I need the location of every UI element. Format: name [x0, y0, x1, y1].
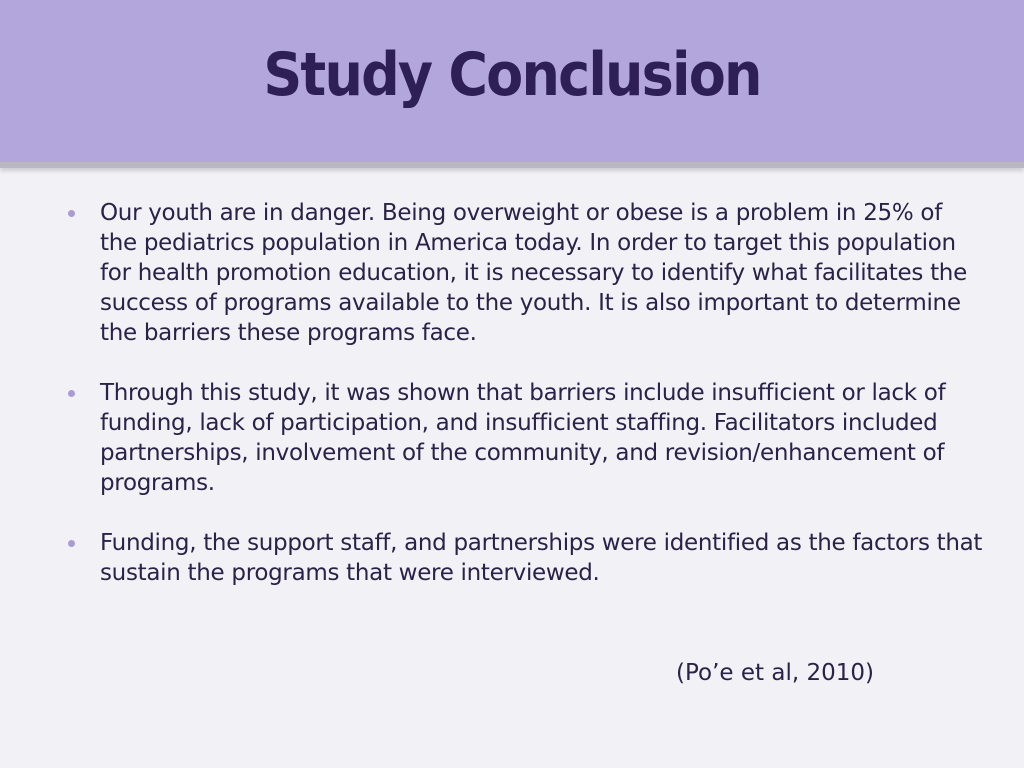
bullet-list [64, 198, 984, 618]
bullet-dot-icon [68, 210, 75, 217]
bullet-item [64, 378, 984, 498]
citation: (Po’e et al, 2010) [676, 660, 874, 686]
title-banner [0, 0, 1024, 168]
bullet-text: Through this study, it was shown that barriers include insufficient or lack of funding, lack of participation, and insufficient staffing. Facilitators included partnerships, involvement of the community, and revision/enhancement of programs. [100, 380, 946, 496]
slide-title: Study Conclusion [263, 40, 761, 110]
bullet-dot-icon [68, 390, 75, 397]
bullet-item [64, 198, 984, 348]
bullet-item [64, 528, 984, 588]
bullet-text: Funding, the support staff, and partnerships were identified as the factors that sustain the programs that were interviewed. [100, 530, 983, 586]
bullet-text: Our youth are in danger. Being overweight or obese is a problem in 25% of the pediatrics population in America today. In order to target this population for health promotion education, it is necessary to identify what facilitates the success of programs available to the youth. It is also important to determine the barriers these programs face. [100, 200, 967, 346]
bullet-dot-icon [68, 540, 75, 547]
